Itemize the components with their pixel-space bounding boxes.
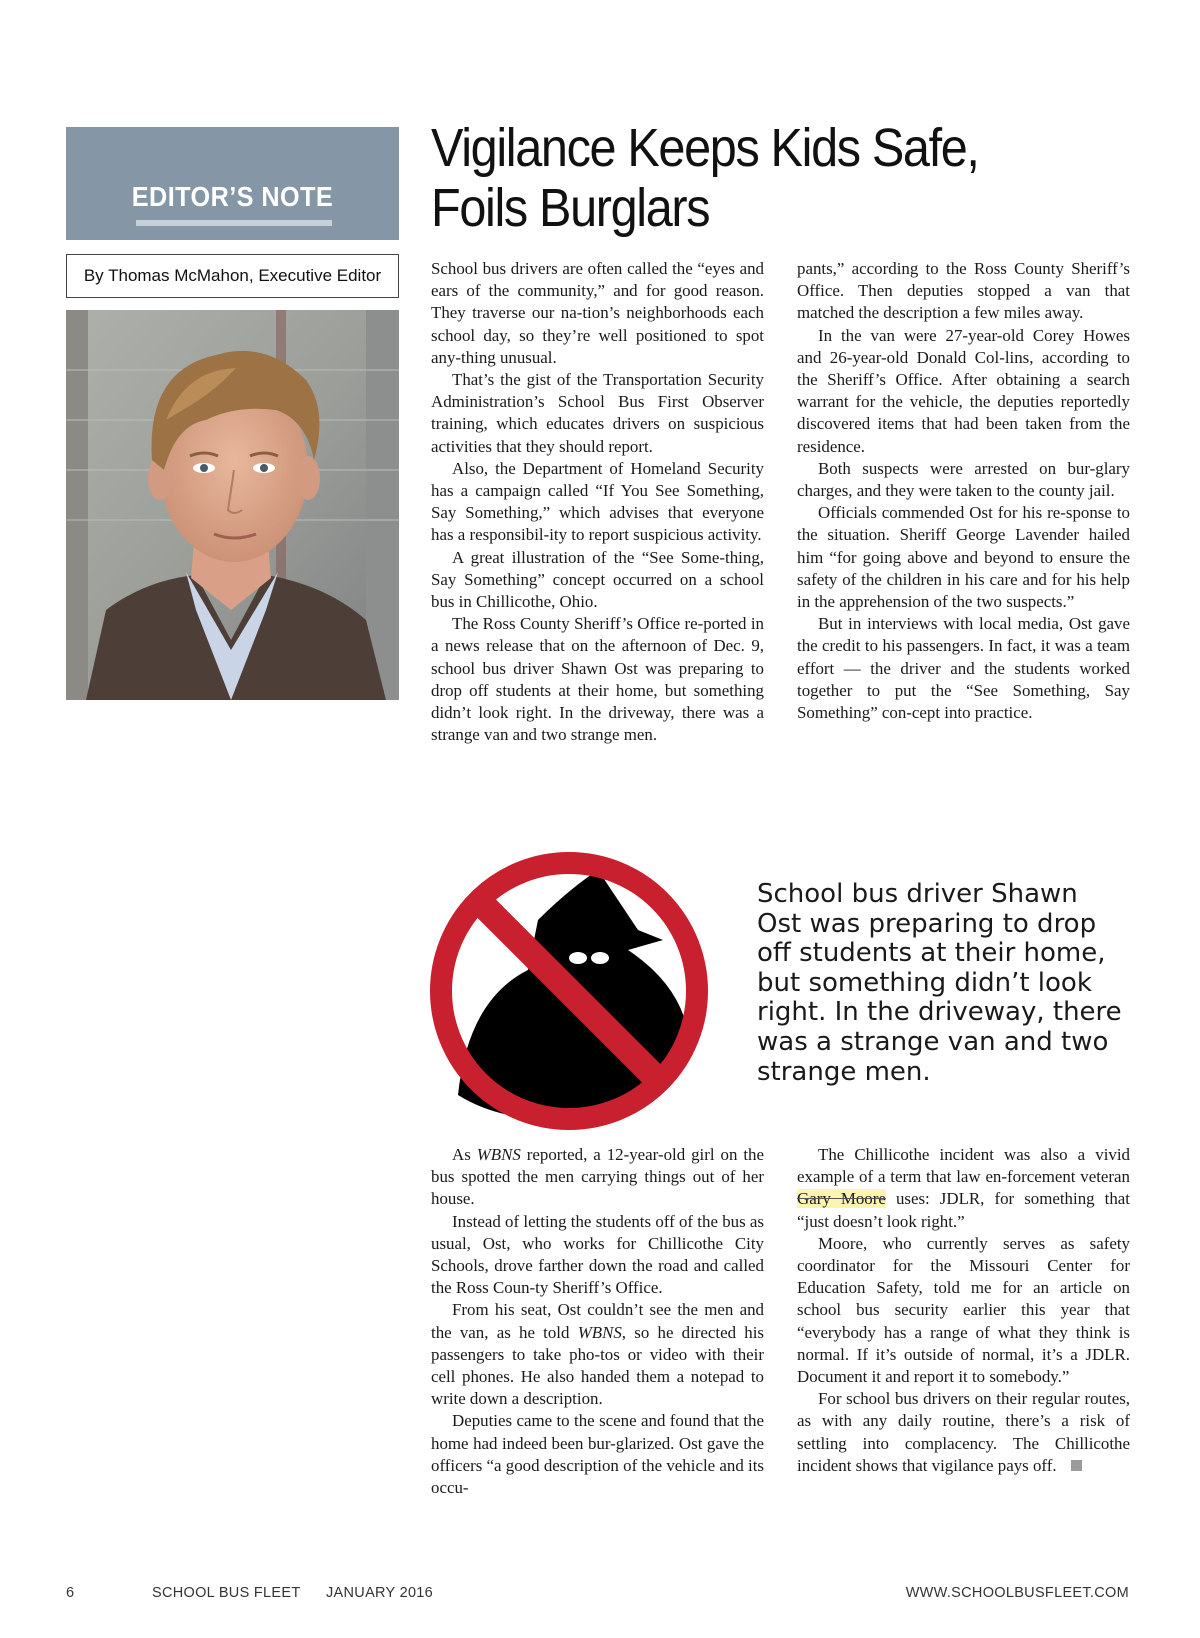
article-column-4 bbox=[797, 1144, 1130, 1477]
pull-quote-line: off students at their home, bbox=[757, 938, 1106, 969]
headline-line-1: Vigilance Keeps Kids Safe, bbox=[431, 118, 979, 178]
website-link[interactable]: WWW.SCHOOLBUSFLEET.COM bbox=[905, 1585, 1129, 1601]
article-column-3 bbox=[431, 1144, 764, 1499]
pull-quote-line: but something didn’t look bbox=[757, 967, 1092, 998]
paragraph: Also, the Department of Homeland Security has a campaign called “If You See Something, Say Something,” which advises that everyone has a responsibil-ity to report suspicious activity. bbox=[431, 458, 764, 545]
paragraph: In the van were 27-year-old Corey Howes and 26-year-old Donald Col-lins, according to the Sheriff’s Office. After obtaining a search warrant for the vehicle, the deputies reportedly discovered items that had been taken from the residence. bbox=[797, 325, 1130, 456]
paragraph: But in interviews with local media, Ost gave the credit to his passengers. In fact, it was a team effort — the driver and the students worked together to put the “See Something, Say Something” con-cept into practice. bbox=[797, 614, 1130, 723]
pull-quote-line: School bus driver Shawn bbox=[757, 879, 1078, 909]
pull-quote-line: was a strange van and two bbox=[757, 1026, 1109, 1057]
pull-quote-line: strange men. bbox=[757, 1056, 931, 1087]
paragraph bbox=[431, 1144, 764, 1211]
pull-quote-line: Ost was preparing to drop bbox=[757, 908, 1097, 939]
no-burglar-sign-icon bbox=[428, 850, 710, 1132]
page-number: 6 bbox=[66, 1585, 75, 1601]
paragraph bbox=[431, 1299, 764, 1410]
editor-portrait-photo bbox=[66, 310, 399, 700]
article-column-2 bbox=[797, 258, 1130, 724]
editors-note-underline bbox=[136, 220, 332, 226]
paragraph: Deputies came to the scene and found that the home had indeed been bur-glarized. Ost gave the officers “a good description of the vehicle and its occu- bbox=[431, 1411, 764, 1498]
paragraph: Instead of letting the students off of the bus as usual, Ost, who works for Chillicothe City Schools, drove farther down the road and called the Ross Coun-ty Sheriff’s Office. bbox=[431, 1211, 764, 1298]
highlighted-name: Gary Moore bbox=[797, 1189, 886, 1209]
paragraph: The Ross County Sheriff’s Office re-ported in a news release that on the afternoon of Dec. 9, school bus driver Shawn Ost was preparing to drop off students at their home, but something didn’t look right. In the driveway, there was a strange van and two strange men. bbox=[431, 614, 764, 745]
text-run: From his seat, Ost couldn’t see the men and the van, as he told bbox=[431, 1300, 764, 1342]
headline-line-2: Foils Burglars bbox=[431, 178, 710, 238]
paragraph bbox=[797, 1144, 1130, 1233]
text-run: uses: JDLR, for something that “just doesn’t look right.” bbox=[797, 1189, 1130, 1231]
outlet-name: WBNS bbox=[577, 1322, 622, 1342]
issue-date: JANUARY 2016 bbox=[326, 1585, 434, 1601]
text-run: The Chillicothe incident was also a vivid example of a term that law en-forcement veteran bbox=[797, 1145, 1130, 1187]
text-run: , so he directed his passengers to take pho-tos or video with their cell phones. He also handed them a notepad to write down a description. bbox=[431, 1322, 764, 1409]
outlet-name: WBNS bbox=[476, 1145, 521, 1164]
editors-note-label: EDITOR’S NOTE bbox=[131, 181, 334, 212]
text-run: reported, a 12-year-old girl on the bus spotted the men carrying things out of her house. bbox=[431, 1145, 764, 1209]
paragraph: pants,” according to the Ross County Sheriff’s Office. Then deputies stopped a van that matched the description a few miles away. bbox=[797, 259, 1130, 323]
pull-quote-line: right. In the driveway, there bbox=[757, 997, 1122, 1028]
paragraph bbox=[797, 1388, 1130, 1477]
byline: By Thomas McMahon, Executive Editor bbox=[66, 254, 399, 298]
paragraph: A great illustration of the “See Some-thing, Say Something” concept occurred on a school bus in Chillicothe, Ohio. bbox=[431, 547, 764, 612]
paragraph: Moore, who currently serves as safety coordinator for the Missouri Center for Education Safety, told me for an article on school bus security earlier this year that “everybody has a range of what they think is normal. If it’s outside of normal, it’s a JDLR. Document it and report it to somebody.” bbox=[797, 1233, 1130, 1387]
text-run: As bbox=[452, 1145, 477, 1164]
end-of-story-square-icon bbox=[1071, 1460, 1082, 1471]
paragraph: School bus drivers are often called the “eyes and ears of the community,” and for good reason. They traverse our na-tion’s neighborhoods each school day, so they’re well positioned to spot any-thing unusual. bbox=[431, 259, 764, 367]
pull-quote bbox=[757, 880, 1157, 1087]
paragraph: Both suspects were arrested on bur-glary charges, and they were taken to the county jail. bbox=[797, 458, 1130, 501]
article-column-1 bbox=[431, 258, 764, 746]
editors-note-banner bbox=[66, 127, 399, 240]
paragraph: That’s the gist of the Transportation Security Administration’s School Bus First Observer training, which educates drivers on suspicious activities that they should report. bbox=[431, 370, 764, 456]
paragraph: Officials commended Ost for his re-sponse to the situation. Sheriff George Lavender hailed him “for going above and beyond to ensure the safety of the children in his care and for his help in the apprehension of the two suspects.” bbox=[797, 503, 1130, 612]
publication-name: SCHOOL BUS FLEET bbox=[152, 1585, 301, 1601]
headline bbox=[431, 118, 1061, 238]
text-run: For school bus drivers on their regular routes, as with any daily routine, there’s a risk of settling into complacency. The Chillicothe incident shows that vigilance pays off. bbox=[797, 1389, 1130, 1475]
